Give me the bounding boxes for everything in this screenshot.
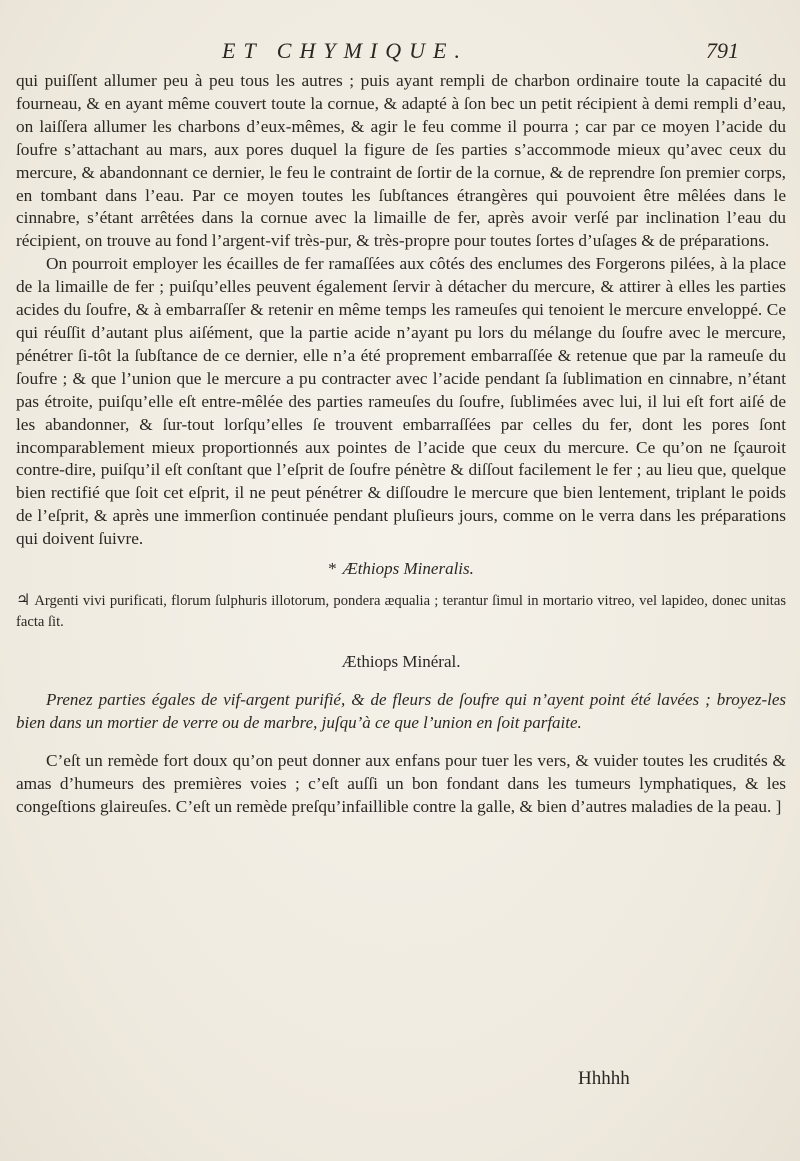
instructions: Prenez parties égales de vif-argent purifié, & de fleurs de ſoufre qui n’ayent point été lavées ; broyez-les bien dans un mortier de verre ou de marbre, juſqu’à ce que l’union en ſoit parfaite. <box>16 689 786 732</box>
latin-recipe <box>16 590 786 633</box>
recipe-sign-icon: ♃ <box>16 591 31 609</box>
paragraph-3: C’eſt un remède fort doux qu’on peut donner aux enfans pour tuer les vers, & vuider toutes les crudités & amas d’humeurs des premières voies ; c’eſt auſſi un bon fondant dans les tumeurs lymphatiques, & les congeſtions glaireuſes. C’eſt un remède preſqu’infaillible contre la galle, & bien d’autres maladies de la peau. ] <box>16 750 786 816</box>
paragraph-1: qui puiſſent allumer peu à peu tous les autres ; puis ayant rempli de charbon ordinaire toute la capacité du fourneau, & en ayant même couvert toute la cornue, & adapté à ſon bec un petit récipient à demi rempli d’eau, on laiſſera allumer les charbons d’eux-mêmes, & agir le feu comme il pourra ; car par ce moyen l’acide du ſoufre s’attachant au mars, aux pores duquel la figure de ſes parties s’accommode mieux qu’avec ceux du mercure, & abandonnant ce dernier, le feu le contraint de ſortir de la cornue, & de reprendre ſon premier corps, en tombant dans l’eau. Par ce moyen toutes les ſubſtances étrangères qui pouvoient être mêlées dans le cinnabre, s’étant arrêtées dans la cornue avec la limaille de fer, après avoir verſé par inclination l’eau du récipient, on trouve au fond l’argent-vif très-pur, & très-propre pour toutes ſortes d’uſages & de préparations. <box>16 71 786 251</box>
body-text <box>16 70 786 819</box>
paragraph-2: On pourroit employer les écailles de fer ramaſſées aux côtés des enclumes des Forgerons pilées, à la place de la limaille de fer ; puiſqu’elles peuvent également ſervir à détacher du mercure, & attirer à elles les parties acides du ſoufre, & à embarraſſer & retenir en même temps les rameuſes qui tenoient le mercure enveloppé. Ce qui réuſſit d’autant plus aiſément, que la partie acide n’ayant pu lors du mélange du ſoufre avec le mercure, pénétrer ſi-tôt la ſubſtance de ce dernier, elle n’a été proprement embarraſſée & retenue que par la rameuſe du ſoufre ; & que l’union que le mercure a pu contracter avec l’acide pendant ſa ſublimation en cinnabre, n’étant pas étroite, puiſqu’elle eſt entre-mêlée des parties rameuſes du ſoufre, ſublimées avec lui, il lui eſt fort aiſé de les abandonner, & ſur-tout lorſqu’elles ſe trouvent embarraſſées par celles du fer, dont les pores ſont incomparablement mieux proportionnés aux pointes de l’acide que ceux du mercure. Ce qu’on ne ſçauroit contre-dire, puiſqu’il eſt conſtant que l’eſprit de ſoufre pénètre & diſſout facilement le fer ; au lieu que, quelque bien rectifié que ſoit cet eſprit, il ne peut pénétrer & diſſoudre le mercure que bien lentement, triplant le poids de l’eſprit, & après une immerſion continuée pendant pluſieurs jours, comme on le verra dans les préparations qui doivent ſuivre. <box>16 254 786 549</box>
running-title: ET CHYMIQUE. <box>222 38 468 63</box>
french-title: Æthiops Minéral. <box>341 651 461 671</box>
running-head <box>0 38 800 68</box>
section-heading <box>16 558 786 581</box>
signature-mark: Hhhhh <box>578 1068 630 1089</box>
section-title: Æthiops Mineralis. <box>342 559 474 579</box>
latin-recipe-text: Argenti vivi purificati, florum ſulphuris illotorum, pondera æqualia ; terantur ſimul in mortario vitreo, vel lapideo, donec unitas facta ſit. <box>16 592 786 630</box>
asterisk-mark: * <box>328 559 337 579</box>
page-number: 791 <box>706 38 739 63</box>
